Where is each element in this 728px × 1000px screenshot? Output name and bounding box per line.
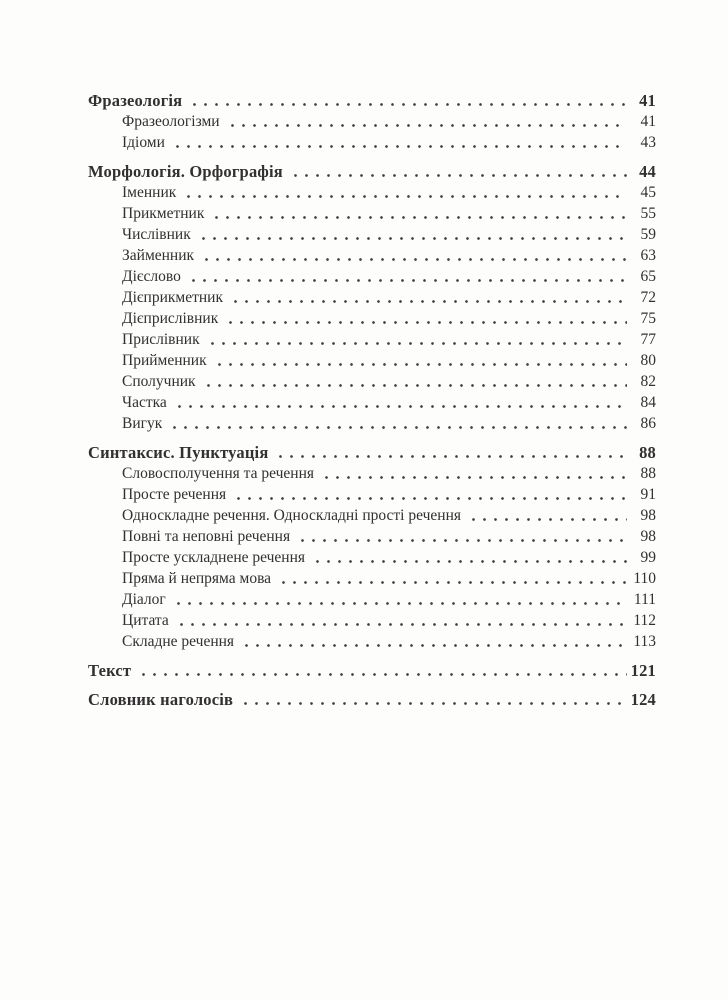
toc-entry-label: Складне речення (122, 633, 235, 650)
toc-row (88, 589, 656, 610)
toc-page-number: 88 (640, 465, 656, 482)
dot-leader (240, 689, 627, 710)
toc-row (88, 442, 656, 463)
toc-entry-label: Прислівник (122, 331, 200, 348)
dot-leader (203, 371, 627, 392)
toc-row (88, 484, 656, 505)
toc-entry-label: Морфологія. Орфографія (88, 162, 283, 181)
toc-page-number: 63 (640, 247, 656, 264)
dot-leader (214, 350, 627, 371)
toc-row (88, 413, 656, 434)
toc-page-number: 113 (633, 633, 656, 650)
dot-leader (297, 526, 627, 547)
toc-row (88, 547, 656, 568)
toc-entry-label: Дієприслівник (122, 310, 219, 327)
toc-entry-label: Повні та неповні речення (122, 528, 291, 545)
toc-entry-label: Займенник (122, 247, 195, 264)
toc-entry-label: Просте ускладнене речення (122, 549, 306, 566)
toc-page-number: 55 (640, 205, 656, 222)
dot-leader (278, 568, 627, 589)
toc-entry-label: Прийменник (122, 352, 207, 369)
toc-entry-label: Фразеологія (88, 91, 183, 110)
toc-row (88, 111, 656, 132)
toc-page-number: 110 (633, 570, 656, 587)
dot-leader (468, 505, 627, 526)
table-of-contents (88, 90, 656, 710)
toc-page-number: 72 (640, 289, 656, 306)
dot-leader (275, 442, 627, 463)
dot-leader (173, 589, 627, 610)
toc-row (88, 90, 656, 111)
toc-row (88, 631, 656, 652)
dot-leader (183, 182, 627, 203)
toc-page-number: 75 (640, 310, 656, 327)
toc-page-number: 98 (640, 528, 656, 545)
toc-page-number: 65 (640, 268, 656, 285)
toc-page-number: 44 (639, 162, 656, 181)
toc-page-number: 41 (640, 113, 656, 130)
toc-page-number: 45 (640, 184, 656, 201)
toc-row (88, 610, 656, 631)
dot-leader (321, 463, 627, 484)
toc-page-number: 98 (640, 507, 656, 524)
dot-leader (290, 161, 627, 182)
toc-row (88, 329, 656, 350)
dot-leader (188, 266, 627, 287)
toc-page-number: 88 (639, 443, 656, 462)
toc-entry-label: Односкладне речення. Односкладні прості речення (122, 507, 462, 524)
toc-row (88, 308, 656, 329)
toc-entry-label: Іменник (122, 184, 177, 201)
toc-row (88, 161, 656, 182)
toc-entry-label: Прикметник (122, 205, 205, 222)
dot-leader (233, 484, 627, 505)
toc-page-number: 111 (633, 591, 656, 608)
dot-leader (172, 132, 627, 153)
toc-entry-label: Ідіоми (122, 134, 165, 151)
dot-leader (174, 392, 627, 413)
toc-entry-label: Числівник (122, 226, 191, 243)
toc-page-number: 86 (640, 415, 656, 432)
dot-leader (207, 329, 627, 350)
dot-leader (211, 203, 627, 224)
toc-row (88, 224, 656, 245)
toc-entry-label: Вигук (122, 415, 163, 432)
toc-page-number: 99 (640, 549, 656, 566)
dot-leader (176, 610, 627, 631)
toc-row (88, 392, 656, 413)
toc-page-number: 80 (640, 352, 656, 369)
toc-entry-label: Діалог (122, 591, 166, 608)
toc-entry-label: Словник наголосів (88, 690, 234, 709)
dot-leader (227, 111, 627, 132)
toc-page-number: 121 (630, 661, 656, 680)
toc-row (88, 371, 656, 392)
toc-entry-label: Дієслово (122, 268, 181, 285)
toc-entry-label: Пряма й непряма мова (122, 570, 272, 587)
toc-page-number: 84 (640, 394, 656, 411)
toc-entry-label: Дієприкметник (122, 289, 223, 306)
toc-page-number: 59 (640, 226, 656, 243)
dot-leader (201, 245, 627, 266)
toc-entry-label: Словосполучення та речення (122, 465, 315, 482)
toc-page-number: 77 (640, 331, 656, 348)
toc-entry-label: Частка (122, 394, 167, 411)
toc-row (88, 505, 656, 526)
dot-leader (138, 660, 627, 681)
dot-leader (189, 90, 627, 111)
toc-row (88, 245, 656, 266)
toc-page-number: 43 (640, 134, 656, 151)
toc-page-number: 91 (640, 486, 656, 503)
dot-leader (169, 413, 627, 434)
dot-leader (225, 308, 627, 329)
toc-entry-label: Сполучник (122, 373, 196, 390)
toc-entry-label: Синтаксис. Пунктуація (88, 443, 269, 462)
toc-row (88, 132, 656, 153)
toc-page-number: 124 (630, 690, 656, 709)
dot-leader (312, 547, 627, 568)
dot-leader (241, 631, 627, 652)
dot-leader (198, 224, 627, 245)
toc-page-number: 112 (633, 612, 656, 629)
toc-row (88, 568, 656, 589)
toc-page-number: 41 (639, 91, 656, 110)
toc-row (88, 287, 656, 308)
toc-row (88, 526, 656, 547)
toc-entry-label: Просте речення (122, 486, 227, 503)
toc-row (88, 689, 656, 710)
toc-entry-label: Цитата (122, 612, 169, 629)
toc-row (88, 182, 656, 203)
toc-entry-label: Фразеологізми (122, 113, 220, 130)
toc-row (88, 350, 656, 371)
toc-page-number: 82 (640, 373, 656, 390)
toc-row (88, 266, 656, 287)
toc-entry-label: Текст (88, 661, 132, 680)
toc-row (88, 463, 656, 484)
dot-leader (230, 287, 627, 308)
toc-row (88, 203, 656, 224)
toc-row (88, 660, 656, 681)
